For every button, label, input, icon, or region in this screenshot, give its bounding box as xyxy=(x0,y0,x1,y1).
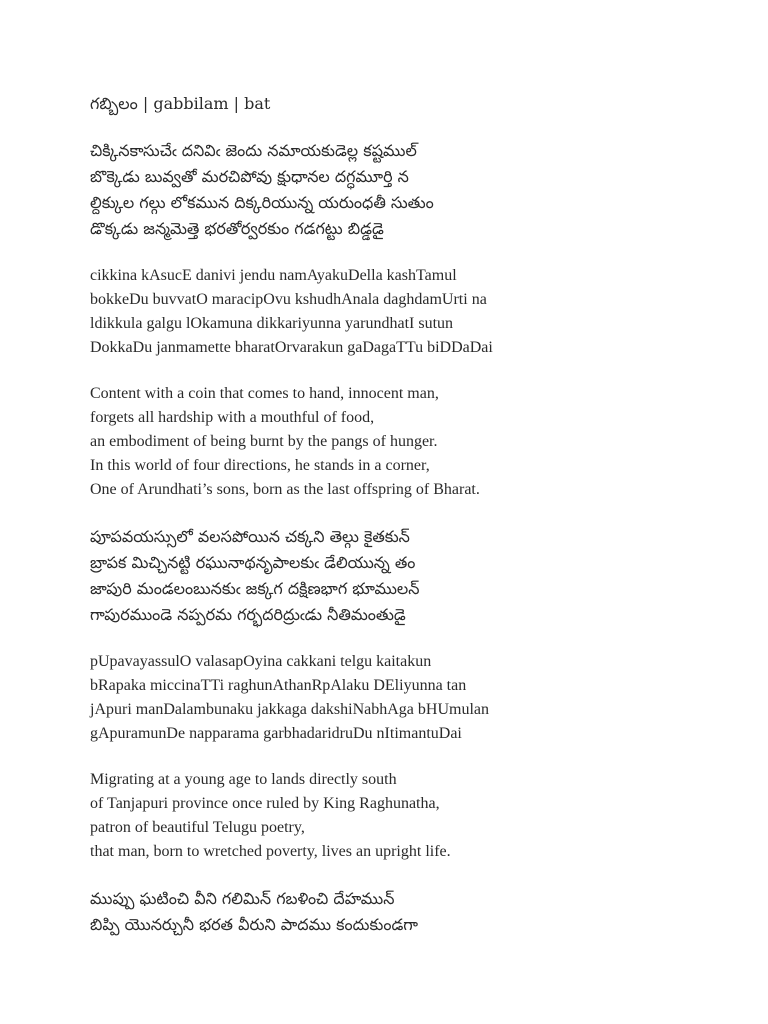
english-line: In this world of four directions, he stands in a corner, xyxy=(90,457,430,474)
english-line: One of Arundhati’s sons, born as the last offspring of Bharat. xyxy=(90,481,480,498)
english-line: Migrating at a young age to lands directly south xyxy=(90,771,397,788)
transliteration-line: bokkeDu buvvatO maracipOvu kshudhAnala daghdamUrti na xyxy=(90,291,487,308)
english-line: that man, born to wretched poverty, lives an upright life. xyxy=(90,843,451,860)
telugu-line: పూపవయస్సులో వలసపోయిన చక్కని తెల్గు కైతకున్ xyxy=(90,527,410,546)
telugu-line: ల్దిక్కుల గల్గు లోకమున దిక్కరియున్న యరుంధతీ సుతుం xyxy=(90,193,434,212)
transliteration-line: ldikkula galgu lOkamuna dikkariyunna yarundhatI sutun xyxy=(90,315,454,332)
telugu-line: బొక్కెడు బువ్వతో మరచిపోవు క్షుధానల దగ్ధమూర్తి న xyxy=(90,167,409,186)
telugu-line: గాపురముండె నప్పరమ గర్భదరిద్రుఁడు నీతిమంతుడై xyxy=(90,605,406,624)
stanza-1-telugu xyxy=(90,138,730,242)
stanza-3-telugu xyxy=(90,886,730,938)
telugu-line: బిప్పి యొనర్చునీ భరత వీరుని పాదము కందుకుండగా xyxy=(90,915,419,934)
stanza-1-english xyxy=(90,382,730,502)
telugu-line: చిక్కినకాసుచేఁ దనివిఁ జెందు నమాయకుడెల్ల కష్టముల్ xyxy=(90,141,417,160)
poem-page xyxy=(90,92,730,960)
transliteration-line: gApuramunDe napparama garbhadaridruDu nItimantuDai xyxy=(90,725,462,742)
telugu-line: డొక్కడు జన్మమెత్తె భరతోర్వరకుం గడగట్టు బిడ్డడై xyxy=(90,219,384,238)
stanza-2-telugu xyxy=(90,524,730,628)
telugu-line: బ్రాపక మిచ్చినట్టి రఘునాథనృపాలకుఁ డేలియున్న తం xyxy=(90,553,416,572)
page-title: గబ్బిలం | gabbilam | bat xyxy=(90,94,271,113)
telugu-line: ముప్పు ఘటించి వీని గలిమిన్ గబళించి దేహమున్ xyxy=(90,889,395,908)
english-line: patron of beautiful Telugu poetry, xyxy=(90,819,305,836)
telugu-line: జాపురి మండలంబునకుఁ జక్కగ దక్షిణభాగ భూములన్ xyxy=(90,579,420,598)
english-line: Content with a coin that comes to hand, innocent man, xyxy=(90,385,439,402)
transliteration-line: DokkaDu janmamette bharatOrvarakun gaDagaTTu biDDaDai xyxy=(90,339,493,356)
stanza-1-transliteration xyxy=(90,264,730,360)
stanza-2-transliteration xyxy=(90,650,730,746)
transliteration-line: bRapaka miccinaTTi raghunAthanRpAlaku DEliyunna tan xyxy=(90,677,467,694)
transliteration-line: cikkina kAsucE danivi jendu namAyakuDella kashTamul xyxy=(90,267,457,284)
english-line: of Tanjapuri province once ruled by King Raghunatha, xyxy=(90,795,440,812)
english-line: an embodiment of being burnt by the pangs of hunger. xyxy=(90,433,438,450)
transliteration-line: jApuri manDalambunaku jakkaga dakshiNabhAga bHUmulan xyxy=(90,701,490,718)
stanza-2-english xyxy=(90,768,730,864)
english-line: forgets all hardship with a mouthful of food, xyxy=(90,409,375,426)
transliteration-line: pUpavayassulO valasapOyina cakkani telgu kaitakun xyxy=(90,653,432,670)
